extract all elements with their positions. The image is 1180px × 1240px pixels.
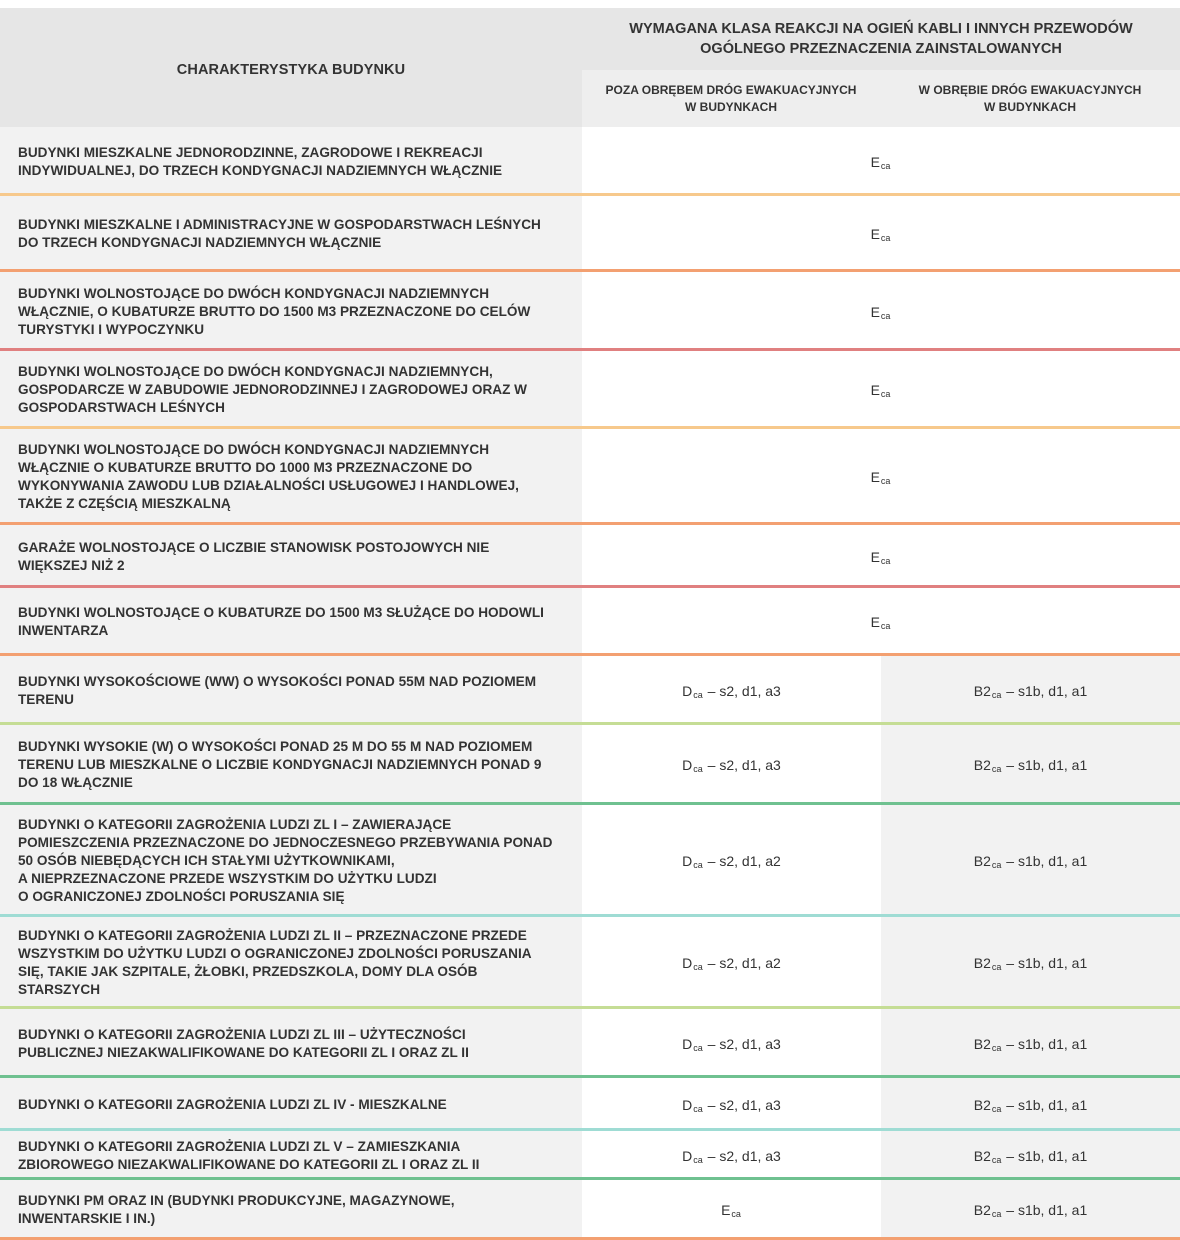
reaction-class-inside: [881, 1131, 1180, 1180]
building-description: BUDYNKI WOLNOSTOJĄCE O KUBATURZE DO 1500 M3 SŁUŻĄCE DO HODOWLI INWENTARZA: [0, 588, 582, 656]
header-required-class-group: [582, 8, 1180, 127]
reaction-class-both: [582, 525, 1180, 588]
table-row: [0, 1131, 1180, 1180]
reaction-class-inside: [881, 656, 1180, 725]
class-parameters: – s1b, d1, a1: [1002, 682, 1088, 699]
class-symbol: B2: [973, 1147, 991, 1164]
class-symbol: B2: [973, 1035, 991, 1052]
building-description: BUDYNKI WYSOKIE (W) O WYSOKOŚCI PONAD 25 M DO 55 M NAD POZIOMEM TERENU LUB MIESZKALNE O LICZBIE KONDYGNACJI NADZIEMNYCH PONAD 9 DO 18 WŁĄCZNIE: [0, 725, 582, 805]
class-symbol: E: [870, 614, 880, 630]
class-symbol: D: [682, 757, 693, 773]
class-symbol: E: [721, 1202, 731, 1218]
table-row: [0, 429, 1180, 525]
class-parameters: – s1b, d1, a1: [1002, 1096, 1088, 1113]
header-outside-escape-routes: POZA OBRĘBEM DRÓG EWAKUACYJNYCH W BUDYNKACH: [605, 82, 857, 114]
building-description: BUDYNKI WOLNOSTOJĄCE DO DWÓCH KONDYGNACJI NADZIEMNYCH WŁĄCZNIE O KUBATURZE BRUTTO DO 1000 M3 PRZEZNACZONE DO WYKONYWANIA ZAWODU LUB DZIAŁALNOŚCI USŁUGOWEJ I HANDLOWEJ, TAKŻE Z CZĘŚCIĄ MIESZKALNĄ: [0, 429, 582, 525]
table-row: [0, 127, 1180, 196]
reaction-class-inside: [881, 725, 1180, 805]
header-required-class-text: WYMAGANA KLASA REAKCJI NA OGIEŃ KABLI I INNYCH PRZEWODÓW OGÓLNEGO PRZEZNACZENIA ZAINSTALOWANYCH: [629, 21, 1133, 57]
table-row: [0, 588, 1180, 656]
class-subscript: ca: [991, 1103, 1002, 1114]
class-parameters: – s2, d1, a3: [703, 1147, 781, 1164]
class-symbol: D: [682, 1147, 693, 1164]
class-subscript: ca: [880, 389, 891, 399]
class-subscript: ca: [880, 621, 891, 631]
class-symbol: D: [682, 682, 693, 699]
header-required-class: [582, 8, 1180, 70]
class-symbol: B2: [973, 682, 991, 699]
class-parameters: – s1b, d1, a1: [1002, 1202, 1088, 1218]
class-subscript: ca: [880, 310, 891, 321]
class-subscript: ca: [880, 476, 891, 486]
reaction-class-both: [582, 272, 1180, 351]
building-description: BUDYNKI WYSOKOŚCIOWE (WW) O WYSOKOŚCI PONAD 55M NAD POZIOMEM TERENU: [0, 656, 582, 725]
class-subscript: ca: [991, 764, 1002, 774]
class-symbol: B2: [973, 955, 991, 971]
reaction-class-both: [582, 351, 1180, 429]
table-row: [0, 196, 1180, 272]
table-body: [0, 127, 1180, 1240]
reaction-class-both: [582, 429, 1180, 525]
class-subscript: ca: [880, 555, 891, 566]
building-description: BUDYNKI MIESZKALNE I ADMINISTRACYJNE W GOSPODARSTWACH LEŚNYCH DO TRZECH KONDYGNACJI NADZIEMNYCH WŁĄCZNIE: [0, 196, 582, 272]
fire-reaction-class-table: [0, 8, 1180, 1240]
class-symbol: E: [870, 153, 880, 170]
class-parameters: – s1b, d1, a1: [1002, 1147, 1088, 1164]
class-subscript: ca: [991, 1042, 1002, 1053]
table-row: [0, 525, 1180, 588]
class-symbol: B2: [973, 853, 991, 869]
class-symbol: E: [870, 382, 880, 398]
table-row: [0, 805, 1180, 917]
class-parameters: – s1b, d1, a1: [1002, 1035, 1088, 1052]
building-description: BUDYNKI PM ORAZ IN (BUDYNKI PRODUKCYJNE, MAGAZYNOWE, INWENTARSKIE I IN.): [0, 1180, 582, 1240]
table-row: [0, 1180, 1180, 1240]
class-subscript: ca: [991, 1209, 1002, 1219]
class-symbol: D: [682, 955, 693, 971]
building-description: BUDYNKI O KATEGORII ZAGROŻENIA LUDZI ZL V – ZAMIESZKANIA ZBIOROWEGO NIEZAKWALIFIKOWANE DO KATEGORII ZL I ORAZ ZL II: [0, 1131, 582, 1180]
class-subscript: ca: [693, 962, 703, 972]
reaction-class-both: [582, 127, 1180, 196]
class-subscript: ca: [991, 962, 1002, 972]
class-parameters: – s1b, d1, a1: [1002, 757, 1088, 773]
class-subscript: ca: [693, 1103, 703, 1114]
class-symbol: E: [870, 303, 880, 320]
class-symbol: E: [870, 548, 880, 565]
class-subscript: ca: [693, 1154, 703, 1165]
building-description: BUDYNKI O KATEGORII ZAGROŻENIA LUDZI ZL I – ZAWIERAJĄCE POMIESZCZENIA PRZEZNACZONE DO JEDNOCZESNEGO PRZEBYWANIA PONAD 50 OSÓB NIEBĘDĄCYCH ICH STAŁYMI UŻYTKOWNIKAMI, A NIEPRZEZNACZONE PRZEDE WSZYSTKIM DO UŻYTKU LUDZI O OGRANICZONEJ ZDOLNOŚCI PORUSZANIA SIĘ: [0, 805, 582, 917]
class-symbol: B2: [973, 1202, 991, 1218]
class-parameters: – s2, d1, a3: [703, 682, 781, 699]
reaction-class-outside: [582, 1078, 881, 1131]
reaction-class-both: [582, 196, 1180, 272]
class-parameters: – s2, d1, a3: [703, 757, 781, 773]
reaction-class-outside: [582, 725, 881, 805]
table-row: [0, 725, 1180, 805]
class-symbol: B2: [973, 757, 991, 773]
table-row: [0, 656, 1180, 725]
building-description: BUDYNKI WOLNOSTOJĄCE DO DWÓCH KONDYGNACJI NADZIEMNYCH WŁĄCZNIE, O KUBATURZE BRUTTO DO 1500 M3 PRZEZNACZONE DO CELÓW TURYSTYKI I WYPOCZYNKU: [0, 272, 582, 351]
reaction-class-outside: [582, 1131, 881, 1180]
class-symbol: E: [870, 469, 880, 485]
reaction-class-inside: [881, 1009, 1180, 1078]
class-subscript: ca: [693, 1042, 703, 1053]
class-parameters: – s2, d1, a2: [703, 955, 781, 971]
class-symbol: B2: [973, 1096, 991, 1113]
reaction-class-inside: [881, 1078, 1180, 1131]
class-parameters: – s2, d1, a3: [703, 1096, 781, 1113]
table-row: [0, 351, 1180, 429]
reaction-class-inside: [881, 1180, 1180, 1240]
header-subcolumns: [582, 70, 1180, 127]
reaction-class-outside: [582, 805, 881, 917]
reaction-class-inside: [881, 917, 1180, 1009]
table-header: [0, 8, 1180, 127]
table-row: [0, 272, 1180, 351]
class-subscript: ca: [991, 860, 1002, 870]
class-subscript: ca: [693, 689, 703, 700]
header-building-characteristics: CHARAKTERYSTYKA BUDYNKU: [0, 8, 582, 127]
building-description: BUDYNKI WOLNOSTOJĄCE DO DWÓCH KONDYGNACJI NADZIEMNYCH, GOSPODARCZE W ZABUDOWIE JEDNORODZINNEJ I ZAGRODOWEJ ORAZ W GOSPODARSTWACH LEŚNYCH: [0, 351, 582, 429]
table-row: [0, 1078, 1180, 1131]
building-description: BUDYNKI O KATEGORII ZAGROŻENIA LUDZI ZL IV - MIESZKALNE: [0, 1078, 582, 1131]
class-parameters: – s1b, d1, a1: [1002, 853, 1088, 869]
class-subscript: ca: [731, 1209, 741, 1219]
reaction-class-outside: [582, 656, 881, 725]
class-parameters: – s2, d1, a2: [703, 853, 781, 869]
reaction-class-outside: [582, 917, 881, 1009]
class-subscript: ca: [991, 1154, 1002, 1165]
class-subscript: ca: [991, 689, 1002, 700]
class-symbol: D: [682, 1035, 693, 1052]
table-row: [0, 917, 1180, 1009]
class-symbol: D: [682, 1096, 693, 1113]
header-inside-escape-routes: W OBRĘBIE DRÓG EWAKUACYJNYCH W BUDYNKACH: [918, 82, 1142, 114]
building-description: GARAŻE WOLNOSTOJĄCE O LICZBIE STANOWISK POSTOJOWYCH NIE WIĘKSZEJ NIŻ 2: [0, 525, 582, 588]
building-description: BUDYNKI O KATEGORII ZAGROŻENIA LUDZI ZL III – UŻYTECZNOŚCI PUBLICZNEJ NIEZAKWALIFIKOWANE DO KATEGORII ZL I ORAZ ZL II: [0, 1009, 582, 1078]
table-row: [0, 1009, 1180, 1078]
reaction-class-inside: [881, 805, 1180, 917]
class-symbol: E: [870, 226, 880, 242]
class-subscript: ca: [693, 860, 703, 870]
class-subscript: ca: [693, 764, 703, 774]
building-description: BUDYNKI O KATEGORII ZAGROŻENIA LUDZI ZL II – PRZEZNACZONE PRZEDE WSZYSTKIM DO UŻYTKU LUDZI O OGRANICZONEJ ZDOLNOŚCI PORUSZANIA SIĘ, TAKIE JAK SZPITALE, ŻŁOBKI, PRZEDSZKOLA, DOMY DLA OSÓB STARSZYCH: [0, 917, 582, 1009]
class-parameters: – s2, d1, a3: [703, 1035, 781, 1052]
class-subscript: ca: [880, 233, 891, 243]
reaction-class-outside: [582, 1009, 881, 1078]
class-parameters: – s1b, d1, a1: [1002, 955, 1088, 971]
reaction-class-both: [582, 588, 1180, 656]
class-symbol: D: [682, 853, 693, 869]
building-description: BUDYNKI MIESZKALNE JEDNORODZINNE, ZAGRODOWE I REKREACJI INDYWIDUALNEJ, DO TRZECH KONDYGNACJI NADZIEMNYCH WŁĄCZNIE: [0, 127, 582, 196]
class-subscript: ca: [880, 160, 891, 171]
reaction-class-outside: [582, 1180, 881, 1240]
